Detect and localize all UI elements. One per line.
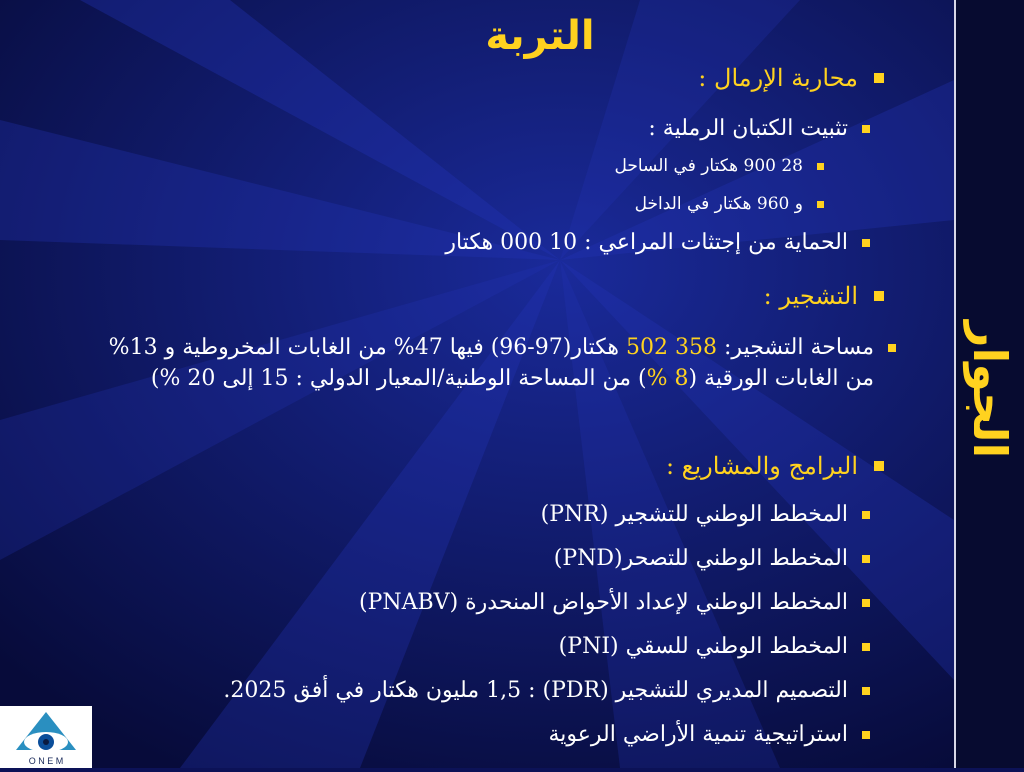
bullet-square-icon (862, 239, 870, 247)
list-item: الحماية من إجتثات المراعي : 10 000 هكتار (445, 230, 870, 255)
bullet-square-icon (874, 291, 884, 301)
bullet-square-icon (862, 643, 870, 651)
bullet-square-icon (862, 599, 870, 607)
list-item: المخطط الوطني للسقي (PNI) (559, 634, 870, 659)
list-item: المخطط الوطني لإعداد الأحواض المنحدرة (PNABV) (359, 590, 870, 615)
bullet-square-icon (862, 511, 870, 519)
section-desertification (698, 64, 884, 92)
section-heading: التشجير : (763, 282, 858, 310)
bullet-square-icon (874, 73, 884, 83)
list-item: المخطط الوطني للتصحر(PND) (554, 546, 870, 571)
eye-logo-icon (0, 706, 92, 768)
bullet-square-icon (888, 344, 896, 352)
bullet-square-icon (862, 125, 870, 133)
forest-percentage: 8 % (646, 366, 689, 391)
bullet-square-icon (817, 201, 824, 208)
list-item: تثبيت الكتبان الرملية : (648, 116, 870, 141)
list-item: و 960 هكتار في الداخل (635, 194, 824, 214)
bullet-square-icon (862, 687, 870, 695)
list-item: التصميم المديري للتشجير (PDR) : 1,5 مليون هكتار في أفق 2025. (223, 678, 870, 703)
bullet-square-icon (862, 731, 870, 739)
list-item: استراتيجية تنمية الأراضي الرعوية (548, 722, 870, 747)
afforestation-paragraph: مساحة التشجير: 358 502 هكتار(97-96) فيها 47% من الغابات المخروطية و 13% من الغابات الورقية (8 %) من المساحة الوطنية/المعيار الدولي : 15 إلى 20 %) (74, 332, 874, 394)
bullet-square-icon (862, 555, 870, 563)
onem-logo (0, 706, 92, 768)
section-afforestation (764, 282, 884, 310)
bullet-square-icon (817, 163, 824, 170)
afforestation-area: 358 502 (626, 335, 718, 360)
logo-text: O N E M (28, 756, 64, 766)
list-item: المخطط الوطني للتشجير (PNR) (541, 502, 870, 527)
sidebar-title: الجوار (963, 321, 1017, 459)
section-heading: محاربة الإرمال : (698, 64, 858, 92)
list-item: 28 900 هكتار في الساحل (614, 156, 824, 176)
bullet-square-icon (874, 461, 884, 471)
section-heading: البرامج والمشاريع : (665, 452, 858, 480)
page-title: التربة (485, 13, 595, 59)
section-programs (666, 452, 884, 480)
